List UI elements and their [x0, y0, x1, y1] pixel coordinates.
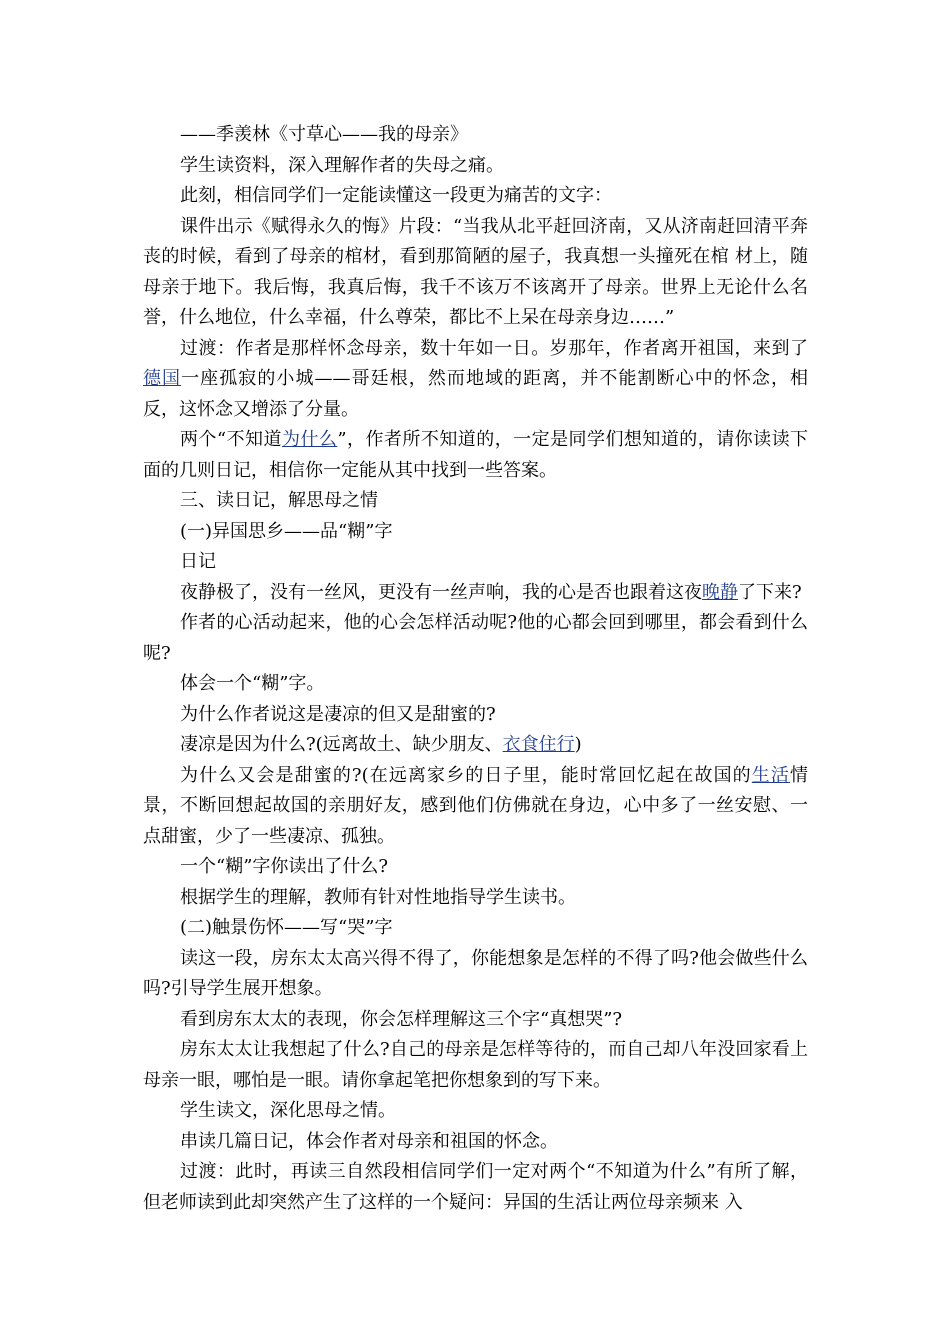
document-body [143, 120, 808, 1218]
text-run: 一座孤寂的小城——哥廷根，然而地域的距离，并不能割断心中的怀念，相反，这怀念又增添了分量。 [143, 368, 809, 420]
paragraph: 过渡：此时，再读三自然段相信同学们一定对两个“不知道为什么”有所了解，但老师读到此却突然产生了这样的一个疑问：异国的生活让两位母亲频来 入 [143, 1161, 808, 1213]
quote-attribution: ——季羡林《寸草心——我的母亲》 [180, 124, 468, 145]
paragraph [143, 730, 808, 761]
paragraph: 为什么作者说这是凄凉的但又是甜蜜的? [180, 703, 496, 725]
text-run: ”，作者所不知道的，一定是同学们想知道的，请你读读下面的几则日记，相信你一定能从其中找到一些答案。 [143, 429, 809, 481]
paragraph: 学生读资料，深入理解作者的失母之痛。 [180, 154, 504, 176]
text-run: 夜静极了，没有一丝风，更没有一丝声响，我的心是否也跟着这夜 [180, 581, 702, 603]
subsection-heading: (一)异国思乡——品“糊”字 [180, 520, 393, 542]
paragraph: 串读几篇日记，体会作者对母亲和祖国的怀念。 [180, 1130, 558, 1152]
paragraph [143, 761, 808, 853]
text-run: 两个“不知道 [180, 429, 282, 450]
link-life[interactable]: 生活 [751, 764, 791, 786]
paragraph: 房东太太让我想起了什么?自己的母亲是怎样等待的，而自己却八年没回家看上母亲一眼，哪怕是一眼。请你拿起笔把你想象到的写下来。 [143, 1039, 808, 1091]
paragraph: 一个“糊”字你读出了什么? [180, 856, 389, 877]
text-run: ) [574, 734, 582, 755]
subsection-heading: (二)触景伤怀——写“哭”字 [180, 917, 393, 938]
paragraph: 日记 [180, 551, 216, 572]
link-why[interactable]: 为什么 [281, 429, 338, 450]
paragraph: 体会一个“糊”字。 [180, 673, 325, 694]
text-run: 为什么又会是甜蜜的?(在远离家乡的日子里，能时常回忆起在故国的 [180, 764, 752, 786]
paragraph [143, 334, 808, 426]
paragraph: 根据学生的理解，教师有针对性地指导学生读书。 [180, 886, 576, 908]
link-germany[interactable]: 德国 [143, 368, 182, 389]
text-run: 过渡：作者是那样怀念母亲，数十年如一日。岁那年，作者离开祖国，来到了 [180, 337, 808, 359]
link-night-quiet[interactable]: 晚静 [702, 581, 738, 603]
section-heading: 三、读日记，解思母之情 [180, 490, 378, 511]
paragraph [143, 425, 808, 486]
paragraph: 看到房东太太的表现，你会怎样理解这三个字“真想哭”? [180, 1008, 623, 1030]
text-run: 了下来? [738, 581, 802, 603]
paragraph: 作者的心活动起来，他的心会怎样活动呢?他的心都会回到哪里，都会看到什么呢? [143, 612, 808, 664]
text-run: 情景，不断回想起故国的亲朋好友，感到他们仿佛就在身边，心中多了一丝安慰、一点甜蜜，少了一些凄凉、孤独。 [143, 764, 809, 847]
paragraph: 学生读文，深化思母之情。 [180, 1100, 396, 1121]
text-run: 凄凉是因为什么?(远离故土、缺少朋友、 [180, 734, 503, 755]
paragraph: 读这一段，房东太太高兴得不得了，你能想象是怎样的不得了吗?他会做些什么吗?引导学生展开想象。 [143, 947, 808, 999]
link-food-clothing[interactable]: 衣食住行 [502, 734, 575, 755]
paragraph [143, 578, 808, 609]
paragraph: 此刻，相信同学们一定能读懂这一段更为痛苦的文字： [180, 185, 612, 206]
courseware-excerpt: 课件出示《赋得永久的悔》片段：“当我从北平赶回济南，又从济南赶回清平奔丧的时候，看到了母亲的棺材，看到那简陋的屋子，我真想一头撞死在棺 材上，随母亲于地下。我后悔，我真后悔，我千不该万不该离开了母亲。世界上无论什么名誉，什么地位，什么幸福，什么尊荣，都比不上呆在母亲身边……” [143, 215, 808, 328]
